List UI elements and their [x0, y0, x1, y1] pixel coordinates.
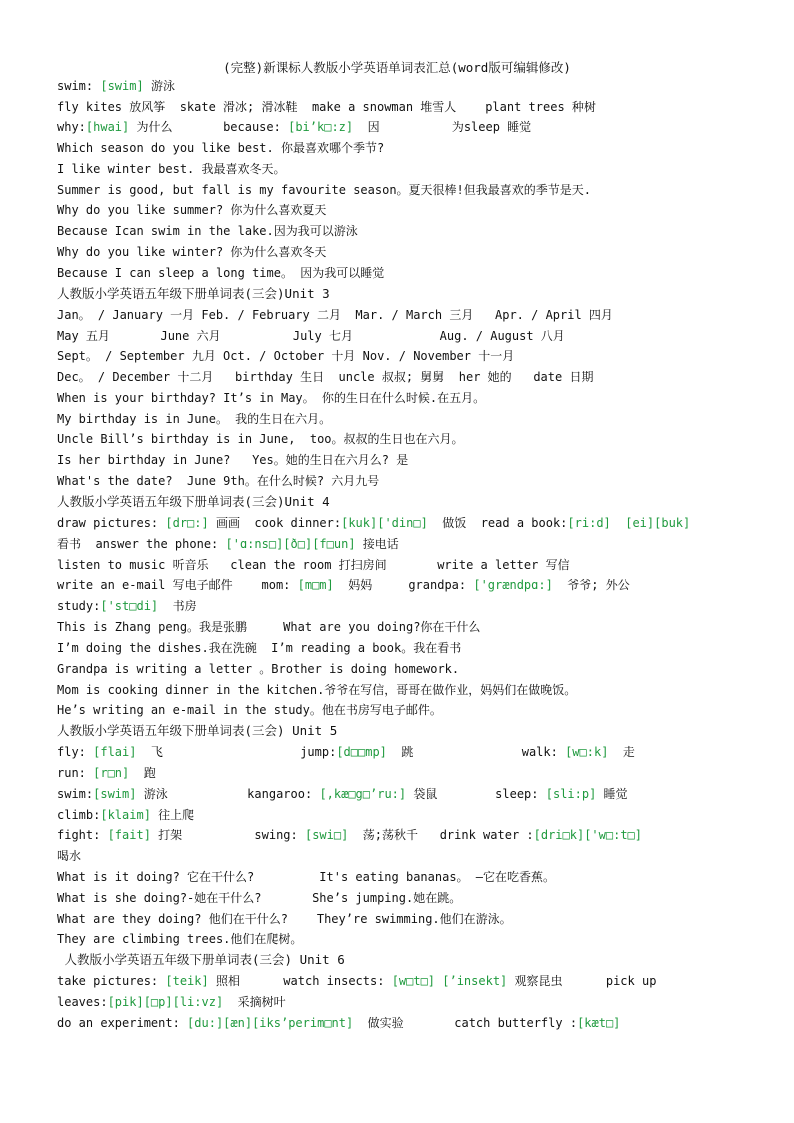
line-text: Dec。 / December 十二月 birthday 生日 uncle 叔叔; 舅舅 her 她的 date 日期 — [57, 370, 594, 384]
phonetic-transcription: [r□n] — [93, 766, 130, 780]
text-line — [57, 221, 747, 241]
line-text: Which season do you like best. 你最喜欢哪个季节? — [57, 141, 385, 155]
text-line — [57, 76, 747, 96]
phonetic-transcription: [ri:d] [ei][buk] — [567, 516, 691, 530]
line-text: Is her birthday in June? Yes。她的生日在六月么? 是 — [57, 453, 409, 467]
line-text: 人教版小学英语五年级下册单词表(三会) Unit 5 — [57, 723, 338, 738]
line-text: climb: — [57, 808, 101, 822]
text-line — [57, 409, 747, 429]
line-text: Uncle Bill’s birthday is in June, too。叔叔的生日也在六月。 — [57, 432, 464, 446]
text-line — [57, 742, 747, 762]
text-line — [57, 700, 747, 720]
line-text: 打架 swing: — [150, 828, 305, 842]
phonetic-transcription: [klaim] — [100, 808, 151, 822]
line-text: What are they doing? 他们在干什么? They’re swimming.他们在游泳。 — [57, 912, 512, 926]
text-line — [57, 263, 747, 283]
line-text: 接电话 — [355, 537, 399, 551]
phonetic-transcription: [bi’k□:z] — [288, 120, 354, 134]
phonetic-transcription: ['grændpɑ:] — [473, 578, 553, 592]
phonetic-transcription: [sli:p] — [545, 787, 597, 801]
text-line — [57, 471, 747, 491]
text-line — [57, 1013, 747, 1033]
line-text: What is she doing?-她在干什么? She’s jumping.她在跳。 — [57, 891, 462, 905]
phonetic-transcription: [w□t□] [’insekt] — [391, 974, 508, 988]
line-text: take pictures: — [57, 974, 166, 988]
phonetic-transcription: [teik] — [165, 974, 209, 988]
text-line — [57, 367, 747, 387]
phonetic-transcription: [swim] — [100, 79, 144, 93]
phonetic-transcription: [pik][□p][li:vz] — [107, 995, 224, 1009]
line-text: 人教版小学英语五年级下册单词表(三会)Unit 3 — [57, 286, 330, 301]
line-text: What is it doing? 它在干什么? It's eating bananas。 —它在吃香蕉。 — [57, 870, 556, 884]
line-text: When is your birthday? It’s in May。 你的生日在什么时候.在五月。 — [57, 391, 486, 405]
line-text: Mom is cooking dinner in the kitchen.爷爷在写信，哥哥在做作业，妈妈们在做晚饭。 — [57, 683, 577, 697]
text-line — [57, 659, 747, 679]
line-text: 走 — [608, 745, 635, 759]
text-line — [57, 117, 747, 137]
line-text: draw pictures: — [57, 516, 166, 530]
phonetic-transcription: [fait] — [107, 828, 151, 842]
text-line — [57, 971, 747, 991]
line-text: Why do you like winter? 你为什么喜欢冬天 — [57, 245, 327, 259]
text-line — [57, 575, 747, 595]
phonetic-transcription: ['ɑ:ns□][ð□][f□un] — [225, 537, 356, 551]
line-text: write an e-mail 写电子邮件 mom: — [57, 578, 298, 592]
line-text: Because I can sleep a long time。 因为我可以睡觉 — [57, 266, 385, 280]
line-text: May 五月 June 六月 July 七月 Aug. / August 八月 — [57, 329, 565, 343]
line-text: Grandpa is writing a letter 。Brother is doing homework. — [57, 662, 460, 676]
line-text: swim: — [57, 787, 94, 801]
line-text: do an experiment: — [57, 1016, 188, 1030]
phonetic-transcription: [kuk]['din□] — [341, 516, 428, 530]
phonetic-transcription: [hwai] — [85, 120, 130, 134]
text-line — [57, 680, 747, 700]
text-line — [57, 638, 747, 658]
text-line — [57, 138, 747, 158]
line-text: My birthday is in June。 我的生日在六月。 — [57, 412, 332, 426]
text-line — [57, 180, 747, 200]
line-text: Summer is good, but fall is my favourite season。夏天很棒!但我最喜欢的季节是天. — [57, 183, 592, 197]
line-text: leaves: — [57, 995, 108, 1009]
line-text: This is Zhang peng。我是张鹏 What are you doing?你在干什么 — [57, 620, 481, 634]
line-text: 照相 watch insects: — [208, 974, 392, 988]
phonetic-transcription: [du:][æn][iks’perim□nt] — [187, 1016, 354, 1030]
line-text: 采摘树叶 — [223, 995, 286, 1009]
line-text: I like winter best. 我最喜欢冬天。 — [57, 162, 286, 176]
text-line — [57, 534, 747, 554]
line-text: swim: — [57, 79, 101, 93]
text-line — [57, 388, 747, 408]
line-text: 飞 jump: — [136, 745, 337, 759]
text-line — [57, 867, 747, 887]
phonetic-transcription: [,kæ□g□’ru:] — [319, 787, 407, 801]
page-header-title: (完整)新课标人教版小学英语单词表汇总(word版可编辑修改) — [223, 60, 571, 75]
phonetic-transcription: ['st□di] — [100, 599, 159, 613]
line-text: Jan。 / January 一月 Feb. / February 二月 Mar. / March 三月 Apr. / April 四月 — [57, 308, 613, 322]
line-text: 画画 cook dinner: — [208, 516, 342, 530]
text-line — [57, 429, 747, 449]
text-line — [57, 929, 747, 949]
phonetic-transcription: [dri□k]['w□:t□] — [533, 828, 642, 842]
text-line — [57, 326, 747, 346]
unit-heading — [57, 721, 747, 741]
line-text: Because Ican swim in the lake.因为我可以游泳 — [57, 224, 358, 238]
phonetic-transcription: [flai] — [93, 745, 137, 759]
line-text: 人教版小学英语五年级下册单词表(三会)Unit 4 — [57, 494, 330, 509]
unit-heading — [57, 284, 747, 304]
unit-heading — [57, 492, 747, 512]
phonetic-transcription: [dr□:] — [165, 516, 209, 530]
text-line — [57, 763, 747, 783]
line-text: run: — [57, 766, 94, 780]
line-text: I’m doing the dishes.我在洗碗 I’m reading a book。我在看书 — [57, 641, 462, 655]
phonetic-transcription: [w□:k] — [565, 745, 609, 759]
line-text: why: — [57, 120, 86, 134]
line-text: 做实验 catch butterfly : — [353, 1016, 578, 1030]
line-text: 妈妈 grandpa: — [333, 578, 474, 592]
line-text: 荡;荡秋千 drink water : — [348, 828, 534, 842]
text-line — [57, 513, 747, 533]
line-text: 做饭 read a book: — [427, 516, 568, 530]
line-text: 跳 walk: — [386, 745, 566, 759]
line-text: 因 为sleep 睡觉 — [353, 120, 532, 134]
text-line — [57, 888, 747, 908]
line-text: 爷爷; 外公 — [552, 578, 630, 592]
text-line — [57, 450, 747, 470]
line-text: They are climbing trees.他们在爬树。 — [57, 932, 303, 946]
text-line — [57, 825, 747, 845]
text-line — [57, 617, 747, 637]
line-text: listen to music 听音乐 clean the room 打扫房间 write a letter 写信 — [57, 558, 570, 572]
phonetic-transcription: [kæt□] — [577, 1016, 621, 1030]
text-line — [57, 909, 747, 929]
line-text: 睡觉 — [596, 787, 628, 801]
phonetic-transcription: [d□□mp] — [336, 745, 387, 759]
text-line — [57, 200, 747, 220]
text-line — [57, 805, 747, 825]
line-text: 袋鼠 sleep: — [406, 787, 546, 801]
line-text: Why do you like summer? 你为什么喜欢夏天 — [57, 203, 327, 217]
line-text: 喝水 — [57, 849, 82, 863]
line-text: Sept。 / September 九月 Oct. / October 十月 Nov. / November 十一月 — [57, 349, 515, 363]
line-text: 游泳 kangaroo: — [136, 787, 320, 801]
unit-heading — [57, 950, 747, 970]
line-text: 看书 answer the phone: — [57, 537, 226, 551]
phonetic-transcription: [swim] — [93, 787, 137, 801]
text-line — [57, 305, 747, 325]
line-text: study: — [57, 599, 101, 613]
line-text: He’s writing an e-mail in the study。他在书房写电子邮件。 — [57, 703, 442, 717]
line-text: 往上爬 — [150, 808, 195, 822]
text-line — [57, 159, 747, 179]
text-line — [57, 784, 747, 804]
line-text: What's the date? June 9th。在什么时候? 六月九号 — [57, 474, 380, 488]
text-line — [57, 992, 747, 1012]
line-text: 跑 — [129, 766, 156, 780]
line-text: 人教版小学英语五年级下册单词表(三会) Unit 6 — [57, 952, 345, 967]
text-line — [57, 242, 747, 262]
line-text: 为什么 because: — [129, 120, 289, 134]
line-text: fly kites 放风筝 skate 滑冰; 滑冰鞋 make a snowman 堆雪人 plant trees 种树 — [57, 100, 596, 114]
text-line — [57, 346, 747, 366]
phonetic-transcription: [swi□] — [304, 828, 349, 842]
text-line — [57, 97, 747, 117]
text-line — [57, 555, 747, 575]
line-text: 观察昆虫 pick up — [507, 974, 657, 988]
text-line — [57, 846, 747, 866]
line-text: fly: — [57, 745, 94, 759]
line-text: fight: — [57, 828, 108, 842]
line-text: 书房 — [158, 599, 197, 613]
text-line — [57, 596, 747, 616]
line-text: 游泳 — [143, 79, 175, 93]
phonetic-transcription: [m□m] — [297, 578, 334, 592]
